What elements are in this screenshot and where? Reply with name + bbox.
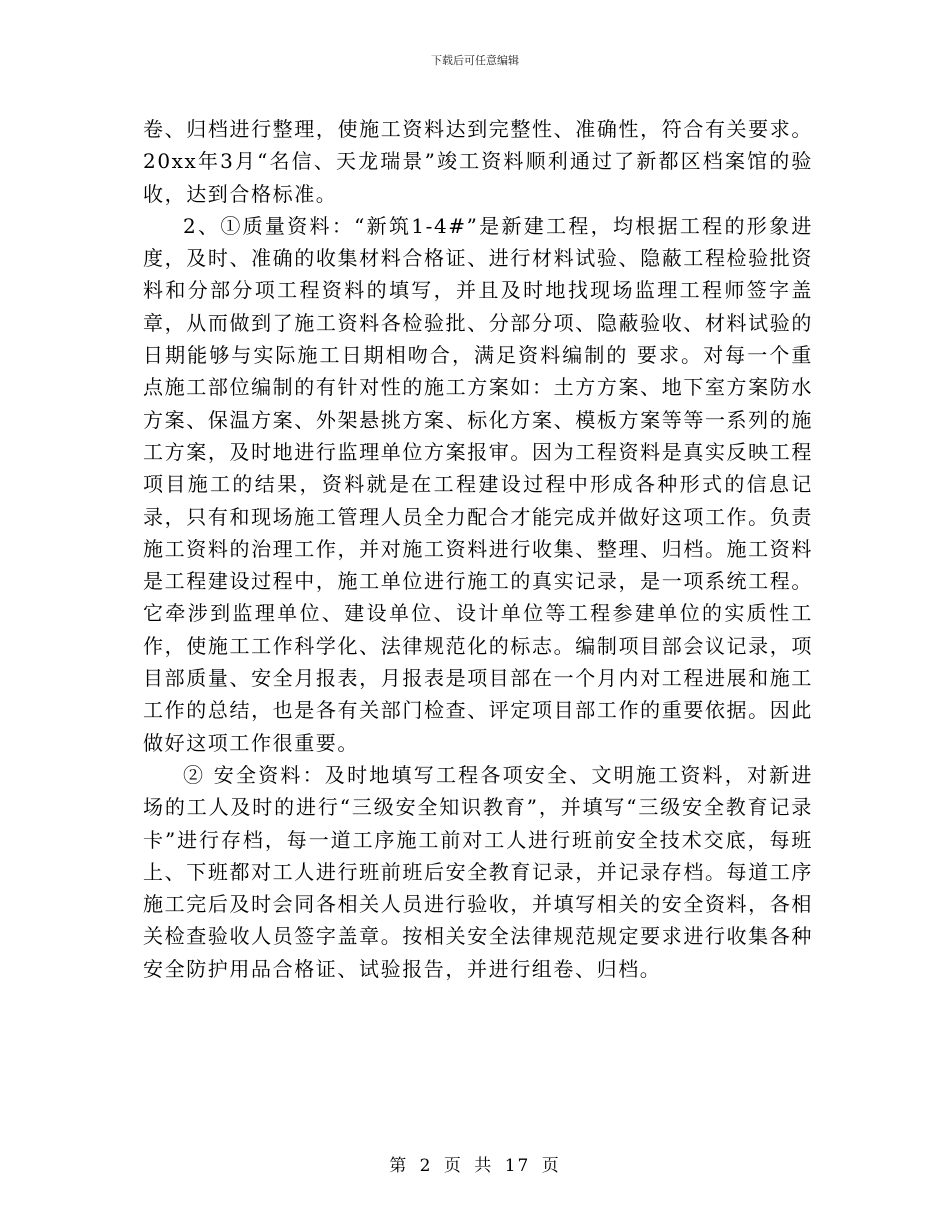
- paragraph-continuation: 卷、归档进行整理，使施工资料达到完整性、准确性，符合有关要求。20xx年3月“名信、天龙瑞景”竣工资料顺利通过了新都区档案馆的验收，达到合格标准。: [143, 117, 813, 206]
- page-number-footer: 第 2 页 共 17 页: [389, 1156, 561, 1176]
- paragraph-quality-records: 2、①质量资料：“新筑1-4#”是新建工程，均根据工程的形象进度，及时、准确的收集材料合格证、进行材料试验、隐蔽工程检验批资料和分部分项工程资料的填写，并且及时地找现场监理工程师签字盖章，从而做到了施工资料各检验批、分部分项、隐蔽验收、材料试验的日期能够与实际施工日期相吻合，满足资料编制的 要求。对每一个重点施工部位编制的有针对性的施工方案如：土方方案、地下室方案防水方案、保温方案、外架悬挑方案、标化方案、模板方案等等一系列的施工方案，及时地进行监理单位方案报审。因为工程资料是真实反映工程项目施工的结果，资料就是在工程建设过程中形成各种形式的信息记录，只有和现场施工管理人员全力配合才能完成并做好这项工作。负责施工资料的治理工作，并对施工资料进行收集、整理、归档。施工资料是工程建设过程中，施工单位进行施工的真实记录，是一项系统工程。它牵涉到监理单位、建设单位、设计单位等工程参建单位的实质性工作，使施工工作科学化、法律规范化的标志。编制项目部会议记录，项目部质量、安全月报表，月报表是项目部在一个月内对工程进展和施工工作的总结，也是各有关部门检查、评定项目部工作的重要依据。因此做好这项工作很重要。: [143, 213, 813, 755]
- page-header: 下载后可任意编辑: [431, 54, 519, 67]
- document-body: [143, 113, 813, 985]
- paragraph-safety-records: ② 安全资料：及时地填写工程各项安全、文明施工资料，对新进场的工人及时的进行“三级安全知识教育”，并填写“三级安全教育记录卡”进行存档，每一道工序施工前对工人进行班前安全技术交底，每班上、下班都对工人进行班前班后安全教育记录，并记录存档。每道工序施工完后及时会同各相关人员进行验收，并填写相关的安全资料，各相关检查验收人员签字盖章。按相关安全法律规范规定要求进行收集各种安全防护用品合格证、试验报告，并进行组卷、归档。: [143, 762, 813, 981]
